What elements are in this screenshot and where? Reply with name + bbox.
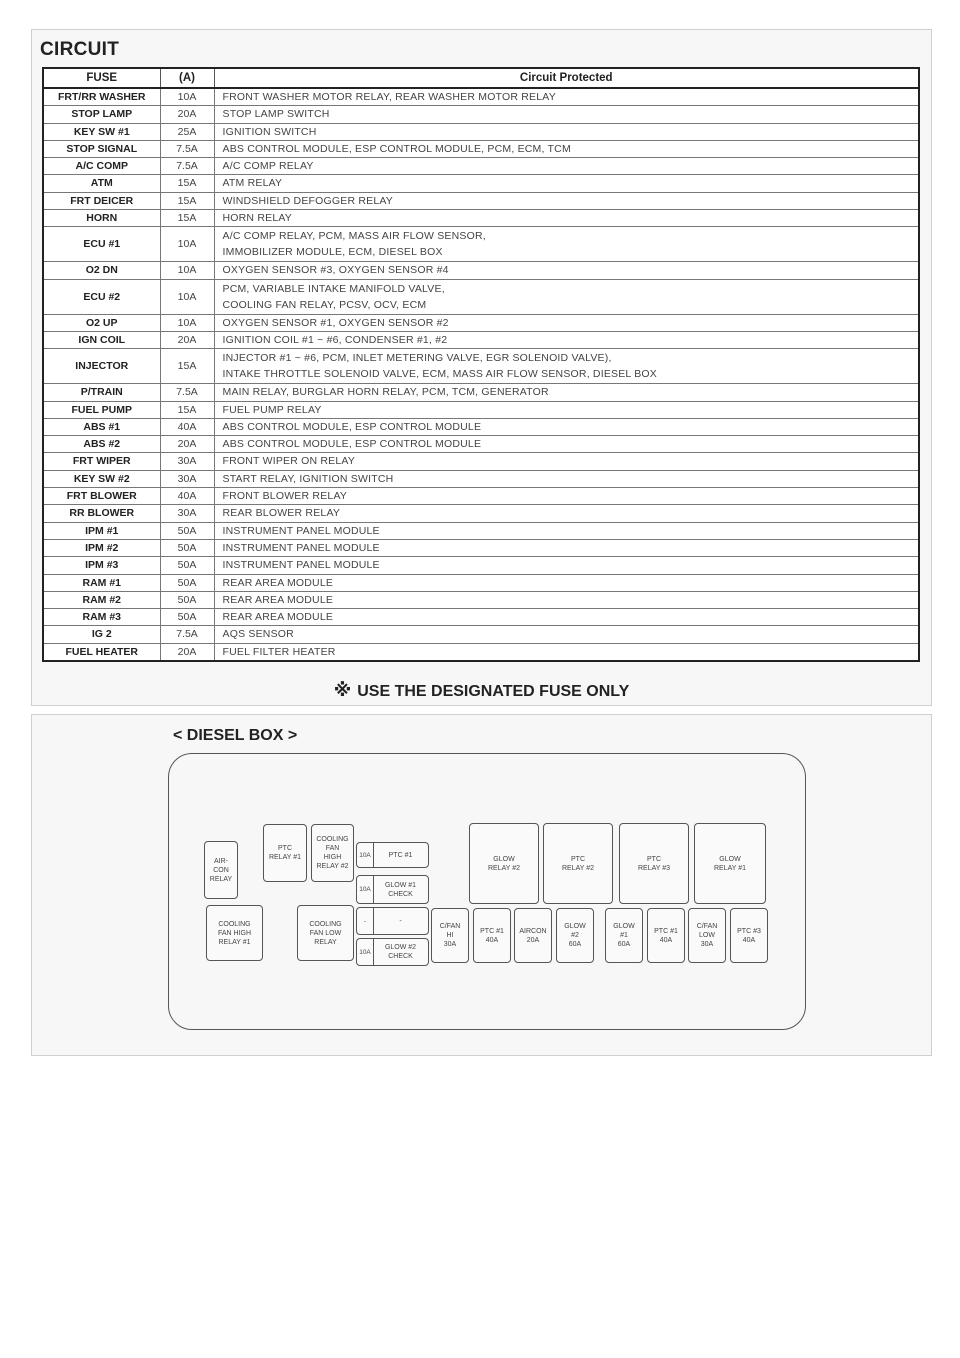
circuit-protected: [214, 331, 919, 348]
circuit-protected: [214, 643, 919, 661]
fuse-amp-label: -: [357, 908, 374, 934]
fuse-glow-1-check: [356, 875, 429, 904]
ptc-relay-3: [619, 823, 689, 904]
cooling-fan-low-relay: [297, 905, 354, 961]
fuse-name: IPM #2: [43, 539, 160, 556]
fuse-aircon-20a: [514, 908, 552, 963]
circuit-line: OXYGEN SENSOR #3, OXYGEN SENSOR #4: [222, 264, 449, 277]
ptc-relay-1: [263, 824, 307, 882]
fuse-name: FUEL HEATER: [43, 643, 160, 661]
circuit-line: MAIN RELAY, BURGLAR HORN RELAY, PCM, TCM, GENERATOR: [222, 386, 549, 399]
circuit-heading: CIRCUIT: [40, 39, 120, 60]
fuse-amperage: 20A: [160, 106, 214, 123]
fuse-amperage: 15A: [160, 192, 214, 209]
component-label-line: GLOW: [613, 923, 635, 930]
table-row: [43, 88, 919, 106]
fuse-ptc-1-10a: [356, 842, 429, 868]
fuse-amperage: 20A: [160, 643, 214, 661]
circuit-protected: [214, 175, 919, 192]
circuit-protected: [214, 210, 919, 227]
fuse-name: RR BLOWER: [43, 505, 160, 522]
component-label-line: RELAY #1: [713, 864, 747, 872]
component-label-line: 60A: [617, 941, 631, 948]
fuse-amperage: 30A: [160, 505, 214, 522]
fuse-amperage: 15A: [160, 175, 214, 192]
component-label-line: PTC: [647, 855, 661, 863]
circuit-line: AQS SENSOR: [222, 628, 294, 641]
fuse-name: RAM #1: [43, 574, 160, 591]
circuit-line: WINDSHIELD DEFOGGER RELAY: [222, 194, 393, 207]
circuit-panel: [31, 29, 932, 706]
circuit-line: FRONT BLOWER RELAY: [222, 490, 348, 503]
component-label-line: 30A: [700, 941, 714, 948]
circuit-protected: [214, 279, 919, 314]
circuit-protected: [214, 192, 919, 209]
component-label-line: #2: [571, 932, 579, 939]
table-row: [43, 140, 919, 157]
fuse-amp-label: 10A: [357, 876, 374, 903]
glow-relay-1: [694, 823, 766, 904]
component-label-line: 60A: [568, 941, 582, 948]
component-label-line: COOLING: [218, 920, 251, 928]
component-label-line: GLOW: [564, 923, 586, 930]
fuse-amperage: 15A: [160, 210, 214, 227]
glow-relay-2: [469, 823, 539, 904]
component-label-line: COOLING: [316, 836, 349, 843]
fuse-amperage: 20A: [160, 436, 214, 453]
fuse-ptc-1-40a: [473, 908, 511, 963]
fuse-amperage: 10A: [160, 227, 214, 262]
table-row: [43, 384, 919, 401]
fuse-name: FRT BLOWER: [43, 488, 160, 505]
circuit-line: COOLING FAN RELAY, PCSV, OCV, ECM: [222, 298, 427, 311]
circuit-line: REAR BLOWER RELAY: [222, 507, 341, 520]
header-circuit: Circuit Protected: [214, 68, 919, 88]
table-row: [43, 591, 919, 608]
fuse-amperage: 50A: [160, 539, 214, 556]
circuit-protected: [214, 106, 919, 123]
table-header-row: [43, 68, 919, 88]
component-label-line: CHECK: [388, 890, 413, 898]
header-amp: (A): [160, 68, 214, 88]
table-row: [43, 279, 919, 314]
circuit-protected: [214, 158, 919, 175]
circuit-line: ATM RELAY: [222, 177, 283, 190]
circuit-line: ABS CONTROL MODULE, ESP CONTROL MODULE, PCM, ECM, TCM: [222, 142, 571, 155]
fuse-name: RAM #2: [43, 591, 160, 608]
fuse-name: A/C COMP: [43, 158, 160, 175]
circuit-line: OXYGEN SENSOR #1, OXYGEN SENSOR #2: [222, 316, 449, 329]
table-row: [43, 453, 919, 470]
fuse-amperage: 40A: [160, 418, 214, 435]
circuit-protected: [214, 557, 919, 574]
fuse-name: STOP LAMP: [43, 106, 160, 123]
circuit-line: IGNITION COIL #1 ~ #6, CONDENSER #1, #2: [222, 333, 448, 346]
component-label-line: RELAY: [314, 938, 337, 946]
circuit-protected: [214, 626, 919, 643]
note-text: USE THE DESIGNATED FUSE ONLY: [357, 683, 630, 700]
circuit-line: FRONT WASHER MOTOR RELAY, REAR WASHER MOTOR RELAY: [222, 91, 556, 103]
aircon-relay: [204, 841, 238, 899]
fuse-label: [373, 843, 428, 867]
fuse-amperage: 50A: [160, 557, 214, 574]
table-row: [43, 539, 919, 556]
fuse-name: ECU #1: [43, 227, 160, 262]
table-row: [43, 123, 919, 140]
circuit-line: A/C COMP RELAY, PCM, MASS AIR FLOW SENSOR,: [222, 230, 486, 243]
component-label-line: PTC #3: [737, 927, 761, 935]
component-label-line: FAN: [325, 845, 340, 852]
component-label-line: PTC #1: [654, 927, 678, 935]
fuse-name: O2 DN: [43, 262, 160, 279]
table-row: [43, 349, 919, 384]
header-fuse: FUSE: [43, 68, 160, 88]
component-label-line: CON: [213, 866, 229, 874]
fuse-cfan-low-30a: [688, 908, 726, 963]
circuit-protected: [214, 401, 919, 418]
circuit-line: INSTRUMENT PANEL MODULE: [222, 541, 380, 554]
circuit-line: STOP LAMP SWITCH: [222, 108, 330, 121]
fuse-spare: [356, 907, 429, 935]
fuse-amperage: 10A: [160, 88, 214, 106]
fuse-name: INJECTOR: [43, 349, 160, 384]
fuse-name: KEY SW #1: [43, 123, 160, 140]
circuit-protected: [214, 262, 919, 279]
fuse-name: FRT WIPER: [43, 453, 160, 470]
circuit-line: ABS CONTROL MODULE, ESP CONTROL MODULE: [222, 420, 482, 433]
component-label-line: RELAY #2: [487, 864, 521, 872]
fuse-name: IPM #3: [43, 557, 160, 574]
circuit-line: FRONT WIPER ON RELAY: [222, 455, 356, 468]
component-label-line: GLOW: [493, 855, 515, 863]
fuse-name: FRT DEICER: [43, 192, 160, 209]
table-row: [43, 436, 919, 453]
component-label-line: HIGH: [323, 854, 342, 861]
component-label-line: PTC: [278, 845, 292, 852]
fuse-amp-label: 10A: [357, 843, 374, 867]
component-label-line: COOLING: [309, 920, 342, 928]
table-row: [43, 331, 919, 348]
table-row: [43, 626, 919, 643]
fuse-table: [42, 67, 920, 662]
component-label-line: LOW: [699, 932, 715, 939]
fuse-ptc-3-40a: [730, 908, 768, 963]
circuit-protected: [214, 488, 919, 505]
fuse-name: ABS #1: [43, 418, 160, 435]
table-row: [43, 158, 919, 175]
fuse-amperage: 30A: [160, 470, 214, 487]
component-label-line: RELAY #2: [561, 864, 595, 872]
fuse-name: P/TRAIN: [43, 384, 160, 401]
fuse-name: IPM #1: [43, 522, 160, 539]
circuit-protected: [214, 227, 919, 262]
fuse-name: O2 UP: [43, 314, 160, 331]
circuit-line: INJECTOR #1 ~ #6, PCM, INLET METERING VALVE, EGR SOLENOID VALVE),: [222, 352, 612, 365]
fuse-name: FRT/RR WASHER: [43, 88, 160, 106]
fuse-ptc-1-40a-b: [647, 908, 685, 963]
component-label-line: #1: [620, 932, 628, 939]
table-row: [43, 609, 919, 626]
fuse-amperage: 15A: [160, 401, 214, 418]
fuse-amperage: 50A: [160, 591, 214, 608]
fuse-glow-1-60a: [605, 908, 643, 963]
component-label-line: C/FAN: [439, 923, 461, 930]
table-row: [43, 175, 919, 192]
circuit-protected: [214, 470, 919, 487]
fuse-amp-label: 10A: [357, 939, 374, 965]
fuse-name: ABS #2: [43, 436, 160, 453]
circuit-protected: [214, 384, 919, 401]
table-row: [43, 522, 919, 539]
circuit-protected: [214, 505, 919, 522]
fuse-label: [373, 908, 428, 934]
fuse-amperage: 40A: [160, 488, 214, 505]
table-row: [43, 314, 919, 331]
component-label-line: C/FAN: [696, 923, 718, 930]
component-label-line: FAN HIGH: [217, 929, 252, 937]
circuit-protected: [214, 349, 919, 384]
circuit-protected: [214, 436, 919, 453]
circuit-line: INSTRUMENT PANEL MODULE: [222, 559, 380, 572]
component-label-line: PTC: [571, 855, 585, 863]
fuse-amperage: 30A: [160, 453, 214, 470]
table-row: [43, 470, 919, 487]
circuit-line: REAR AREA MODULE: [222, 611, 334, 624]
component-label-line: PTC #1: [388, 851, 413, 859]
fuse-amperage: 50A: [160, 574, 214, 591]
fuse-amperage: 50A: [160, 522, 214, 539]
fuse-note: [32, 680, 931, 701]
circuit-protected: [214, 314, 919, 331]
fuse-amperage: 7.5A: [160, 384, 214, 401]
fuse-amperage: 10A: [160, 279, 214, 314]
table-row: [43, 557, 919, 574]
fuse-label: [373, 876, 428, 903]
component-label-line: HI: [446, 932, 454, 939]
fuse-name: FUEL PUMP: [43, 401, 160, 418]
circuit-line: FUEL PUMP RELAY: [222, 403, 322, 416]
fuse-name: RAM #3: [43, 609, 160, 626]
circuit-protected: [214, 522, 919, 539]
circuit-line: INSTRUMENT PANEL MODULE: [222, 524, 380, 537]
component-label-line: RELAY #1: [218, 938, 251, 946]
fuse-amperage: 7.5A: [160, 158, 214, 175]
circuit-line: START RELAY, IGNITION SWITCH: [222, 472, 394, 485]
ptc-relay-2: [543, 823, 613, 904]
fuse-amperage: 15A: [160, 349, 214, 384]
cooling-fan-high-relay-2: [311, 824, 354, 882]
component-label-line: RELAY: [209, 875, 233, 883]
circuit-protected: [214, 591, 919, 608]
table-row: [43, 192, 919, 209]
component-label-line: GLOW #2: [384, 944, 417, 951]
fuse-amperage: 25A: [160, 123, 214, 140]
diesel-box-outline: [168, 753, 806, 1030]
circuit-protected: [214, 539, 919, 556]
component-label-line: FAN LOW: [309, 929, 342, 937]
circuit-protected: [214, 609, 919, 626]
diesel-box-title: < DIESEL BOX >: [173, 727, 298, 744]
fuse-name: KEY SW #2: [43, 470, 160, 487]
table-row: [43, 401, 919, 418]
fuse-name: STOP SIGNAL: [43, 140, 160, 157]
fuse-amperage: 10A: [160, 262, 214, 279]
circuit-line: INTAKE THROTTLE SOLENOID VALVE, ECM, MASS AIR FLOW SENSOR, DIESEL BOX: [222, 368, 657, 381]
cooling-fan-high-relay-1: [206, 905, 263, 961]
fuse-label: [373, 939, 428, 965]
fuse-table-body: [43, 88, 919, 661]
circuit-protected: [214, 574, 919, 591]
fuse-amperage: 20A: [160, 331, 214, 348]
circuit-protected: [214, 453, 919, 470]
component-label-line: -: [399, 917, 402, 925]
circuit-line: HORN RELAY: [222, 212, 292, 225]
fuse-cfan-hi-30a: [431, 908, 469, 963]
fuse-name: HORN: [43, 210, 160, 227]
table-row: [43, 262, 919, 279]
component-label-line: 30A: [443, 941, 457, 948]
component-label-line: AIR-: [214, 857, 228, 865]
fuse-name: IGN COIL: [43, 331, 160, 348]
component-label-line: GLOW #1: [384, 881, 417, 889]
circuit-line: PCM, VARIABLE INTAKE MANIFOLD VALVE,: [222, 282, 445, 295]
table-row: [43, 210, 919, 227]
fuse-name: IG 2: [43, 626, 160, 643]
table-row: [43, 106, 919, 123]
diesel-box-panel: [31, 714, 932, 1056]
circuit-protected: [214, 88, 919, 106]
circuit-line: REAR AREA MODULE: [222, 593, 334, 606]
circuit-protected: [214, 418, 919, 435]
fuse-amperage: 7.5A: [160, 140, 214, 157]
table-row: [43, 227, 919, 262]
component-label-line: GLOW: [719, 855, 741, 863]
circuit-line: A/C COMP RELAY: [222, 160, 314, 173]
table-row: [43, 488, 919, 505]
fuse-glow-2-60a: [556, 908, 594, 963]
component-label-line: 40A: [485, 936, 499, 944]
fuse-amperage: 10A: [160, 314, 214, 331]
component-label-line: RELAY #3: [637, 864, 671, 872]
component-label-line: AIRCON: [519, 927, 547, 935]
circuit-protected: [214, 140, 919, 157]
component-label-line: 40A: [659, 936, 673, 944]
fuse-name: ATM: [43, 175, 160, 192]
circuit-line: IGNITION SWITCH: [222, 125, 317, 138]
fuse-name: ECU #2: [43, 279, 160, 314]
table-row: [43, 418, 919, 435]
fuse-amperage: 50A: [160, 609, 214, 626]
component-label-line: CHECK: [388, 953, 413, 960]
component-label-line: PTC #1: [480, 927, 504, 935]
table-row: [43, 643, 919, 661]
reference-mark-icon: ※: [333, 680, 352, 700]
component-label-line: 40A: [742, 936, 756, 944]
circuit-line: IMMOBILIZER MODULE, ECM, DIESEL BOX: [222, 246, 443, 259]
component-label-line: RELAY #2: [316, 863, 349, 870]
component-label-line: 20A: [526, 936, 540, 944]
fuse-amperage: 7.5A: [160, 626, 214, 643]
table-row: [43, 505, 919, 522]
table-row: [43, 574, 919, 591]
circuit-line: ABS CONTROL MODULE, ESP CONTROL MODULE: [222, 438, 482, 451]
circuit-line: REAR AREA MODULE: [222, 576, 334, 589]
fuse-glow-2-check: [356, 938, 429, 966]
circuit-line: FUEL FILTER HEATER: [222, 645, 336, 658]
component-label-line: RELAY #1: [268, 854, 302, 861]
circuit-protected: [214, 123, 919, 140]
